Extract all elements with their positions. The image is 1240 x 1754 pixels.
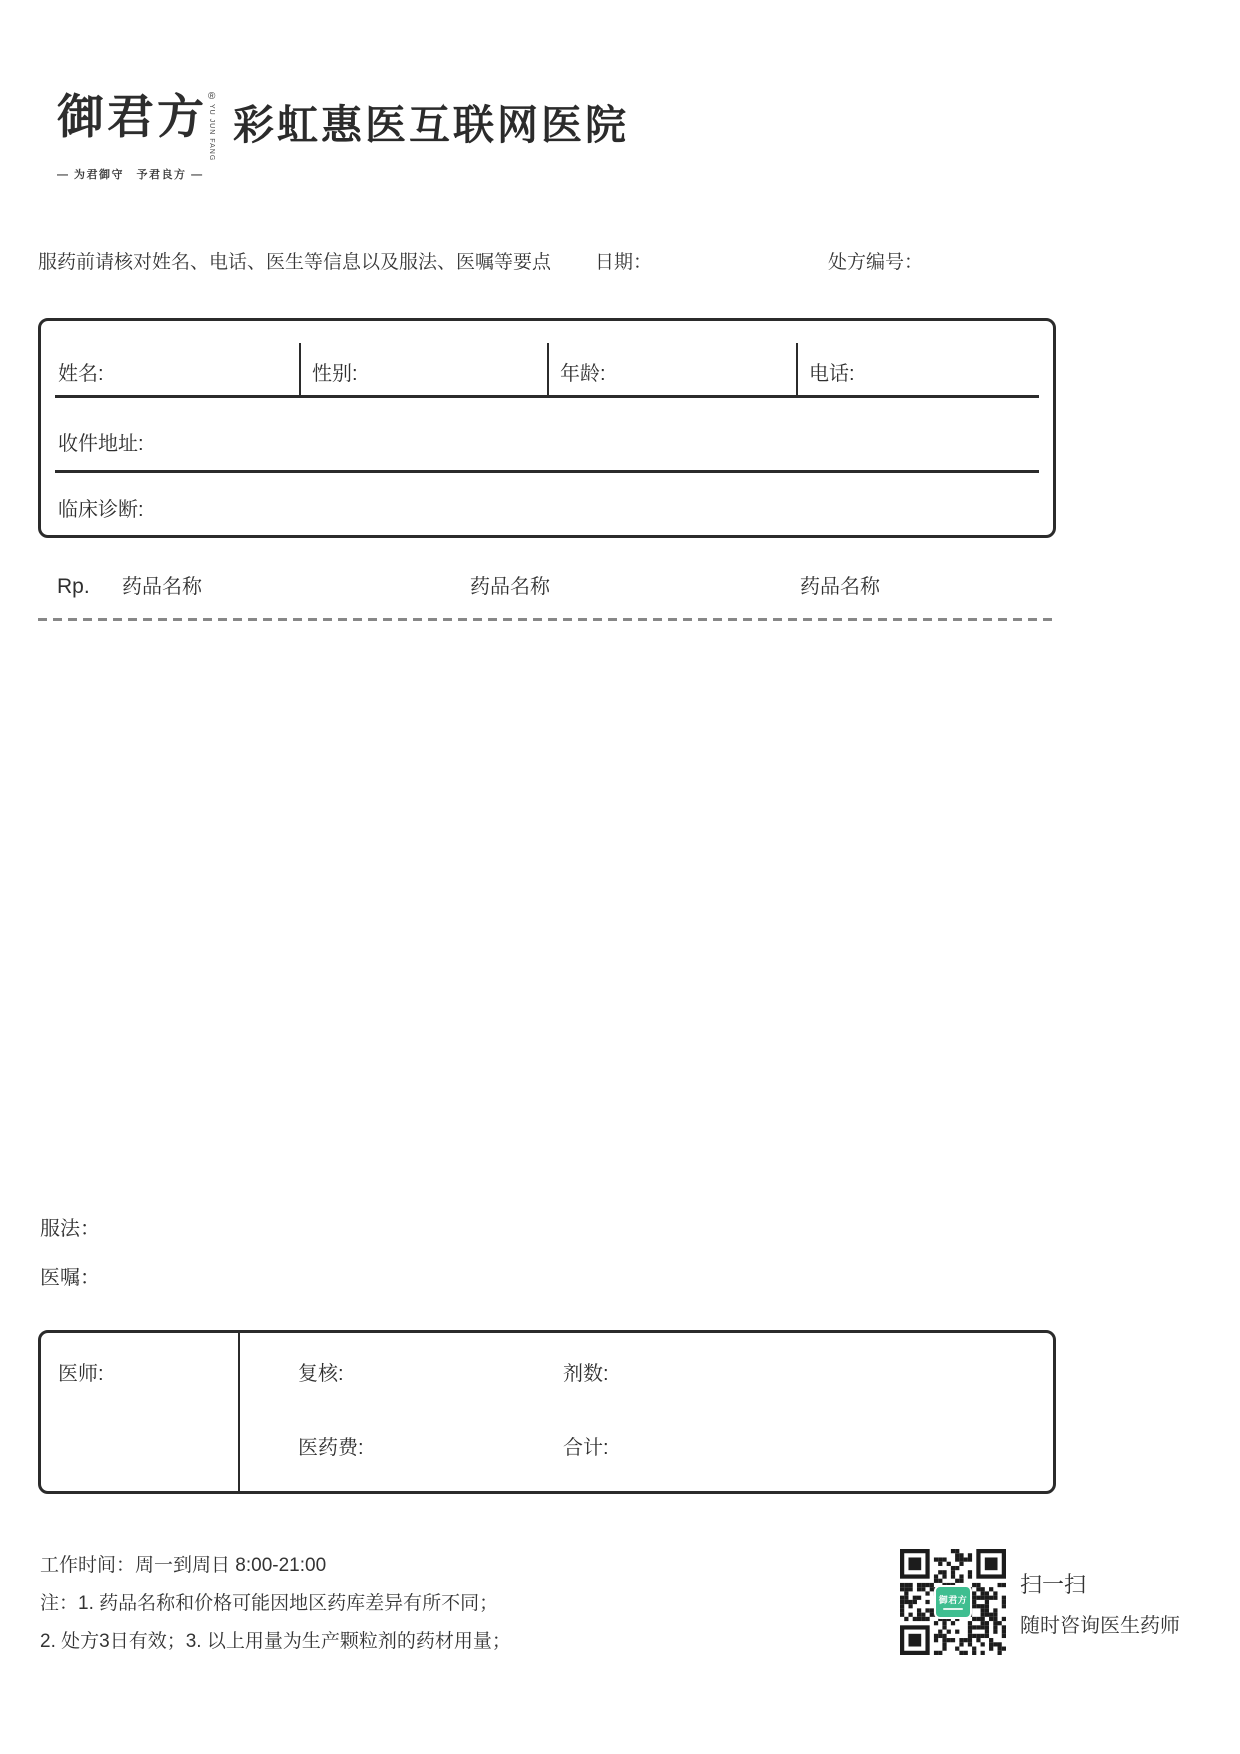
qr-code — [900, 1549, 1006, 1655]
shipping-address-label: 收件地址: — [58, 433, 144, 455]
review-label: 复核: — [298, 1363, 344, 1385]
registered-trademark-icon: ® — [208, 91, 216, 102]
column-divider — [547, 343, 549, 396]
clinical-diagnosis-label: 临床诊断: — [58, 499, 144, 521]
brand-side-marks — [208, 92, 215, 161]
row-divider — [55, 470, 1039, 473]
brand-tagline: — 为君御守 予君良方 — — [57, 169, 204, 182]
patient-gender-label: 性别: — [312, 363, 358, 385]
scan-hint-subtitle: 随时咨询医生药师 — [1020, 1615, 1180, 1637]
patient-name-label: 姓名: — [58, 363, 104, 385]
doctor-label: 医师: — [58, 1363, 104, 1385]
column-divider — [796, 343, 798, 396]
qr-center-logo — [934, 1585, 972, 1619]
qr-logo-subtext-line — [943, 1608, 963, 1610]
brand-logo — [57, 90, 232, 182]
work-hours-text: 工作时间：周一到周日 8:00-21:00 — [40, 1555, 327, 1576]
doctor-advice-label: 医嘱： — [40, 1267, 100, 1289]
notice-row — [0, 250, 1240, 276]
usage-method-label: 服法： — [40, 1218, 100, 1240]
rp-header-row — [0, 574, 1240, 600]
hospital-name-title: 彩虹惠医互联网医院 — [233, 102, 629, 148]
column-divider — [299, 343, 301, 396]
total-label: 合计: — [563, 1437, 609, 1459]
dose-count-label: 剂数: — [563, 1363, 609, 1385]
drug-name-column-header: 药品名称 — [470, 576, 550, 598]
drug-name-column-header: 药品名称 — [800, 576, 880, 598]
patient-age-label: 年龄: — [560, 363, 606, 385]
column-divider — [238, 1333, 240, 1491]
row-divider — [55, 395, 1039, 398]
footnote-line-2: 2. 处方3日有效；3. 以上用量为生产颗粒剂的药材用量； — [40, 1631, 511, 1652]
scan-hint-title: 扫一扫 — [1020, 1572, 1087, 1597]
signature-fee-box — [38, 1330, 1056, 1494]
prescription-number-label: 处方编号： — [828, 252, 924, 273]
medicine-fee-label: 医药费: — [298, 1437, 364, 1459]
patient-phone-label: 电话: — [809, 363, 855, 385]
date-field-label: 日期： — [595, 252, 653, 273]
footnote-line-1: 注：1. 药品名称和价格可能因地区药库差异有所不同； — [40, 1593, 499, 1614]
verification-notice: 服药前请核对姓名、电话、医生等信息以及服法、医嘱等要点 — [38, 252, 552, 273]
rp-label: Rp. — [57, 575, 90, 598]
patient-info-box — [38, 318, 1056, 538]
qr-logo-brand-text: 御君方 — [938, 1594, 968, 1605]
brand-name-pinyin: YU JUN FANG — [208, 104, 216, 162]
brand-name: 御君方 — [57, 90, 207, 145]
dashed-divider — [38, 618, 1058, 621]
drug-name-column-header: 药品名称 — [122, 576, 202, 598]
